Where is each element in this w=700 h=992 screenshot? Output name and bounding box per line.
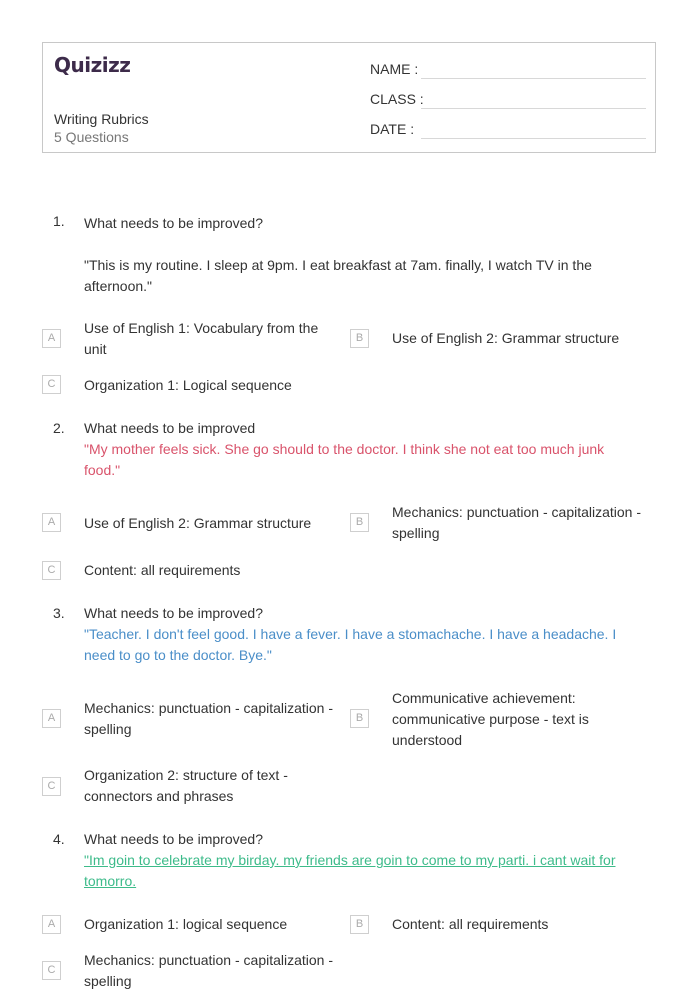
class-line	[421, 108, 646, 109]
name-line	[421, 78, 646, 79]
question-quote: "My mother feels sick. She go should to the doctor. I think she not eat too much junk food."	[84, 441, 605, 478]
option-b-badge[interactable]: B	[350, 709, 369, 728]
option-a[interactable]: Use of English 2: Grammar structure	[84, 515, 312, 531]
option-a-badge[interactable]: A	[42, 329, 61, 348]
option-c-badge[interactable]: C	[42, 561, 61, 580]
question-quote: "This is my routine. I sleep at 9pm. I eat breakfast at 7am. finally, I watch TV in the afternoon."	[84, 257, 592, 294]
date-line	[421, 138, 646, 139]
option-c-badge[interactable]: C	[42, 961, 61, 980]
option-b[interactable]: Use of English 2: Grammar structure	[392, 330, 620, 346]
class-label: CLASS :	[370, 91, 424, 107]
option-b[interactable]: Communicative achievement: communicative purpose - text is understood	[392, 690, 589, 748]
question-number: 1.	[53, 213, 65, 229]
question-prompt: What needs to be improved?	[84, 215, 263, 231]
worksheet-header	[42, 42, 656, 153]
option-c[interactable]: Organization 1: Logical sequence	[84, 377, 292, 393]
option-a[interactable]: Mechanics: punctuation - capitalization - spelling	[84, 700, 334, 737]
question-number: 2.	[53, 420, 65, 436]
question-quote: "Teacher. I don't feel good. I have a fever. I have a stomachache. I have a headache. I need to go to the doctor. Bye."	[84, 626, 617, 663]
option-c[interactable]: Organization 2: structure of text - connectors and phrases	[84, 767, 288, 804]
option-a-badge[interactable]: A	[42, 513, 61, 532]
option-b[interactable]: Mechanics: punctuation - capitalization - spelling	[392, 504, 642, 541]
question-number: 4.	[53, 831, 65, 847]
option-b-badge[interactable]: B	[350, 915, 369, 934]
option-b-badge[interactable]: B	[350, 513, 369, 532]
worksheet-title: Writing Rubrics	[54, 111, 149, 127]
option-a[interactable]: Use of English 1: Vocabulary from the unit	[84, 320, 319, 357]
date-label: DATE :	[370, 121, 415, 137]
option-a-badge[interactable]: A	[42, 709, 61, 728]
option-a[interactable]: Organization 1: logical sequence	[84, 916, 288, 932]
question-prompt: What needs to be improved?	[84, 831, 263, 847]
option-c[interactable]: Mechanics: punctuation - capitalization - spelling	[84, 952, 334, 989]
class-field[interactable]	[370, 89, 646, 109]
question-prompt: What needs to be improved?	[84, 605, 263, 621]
option-b-badge[interactable]: B	[350, 329, 369, 348]
quizizz-logo: Quizizz	[54, 53, 131, 77]
name-field[interactable]	[370, 59, 646, 79]
option-a-badge[interactable]: A	[42, 915, 61, 934]
question-quote[interactable]: "Im goin to celebrate my birday. my friends are goin to come to my parti. i cant wait for tomorro.	[84, 852, 616, 889]
option-c-badge[interactable]: C	[42, 777, 61, 796]
option-b[interactable]: Content: all requirements	[392, 916, 549, 932]
option-c-badge[interactable]: C	[42, 375, 61, 394]
question-number: 3.	[53, 605, 65, 621]
question-count: 5 Questions	[54, 129, 129, 145]
date-field[interactable]	[370, 119, 646, 139]
question-prompt: What needs to be improved	[84, 420, 256, 436]
option-c[interactable]: Content: all requirements	[84, 562, 241, 578]
name-label: NAME :	[370, 61, 419, 77]
